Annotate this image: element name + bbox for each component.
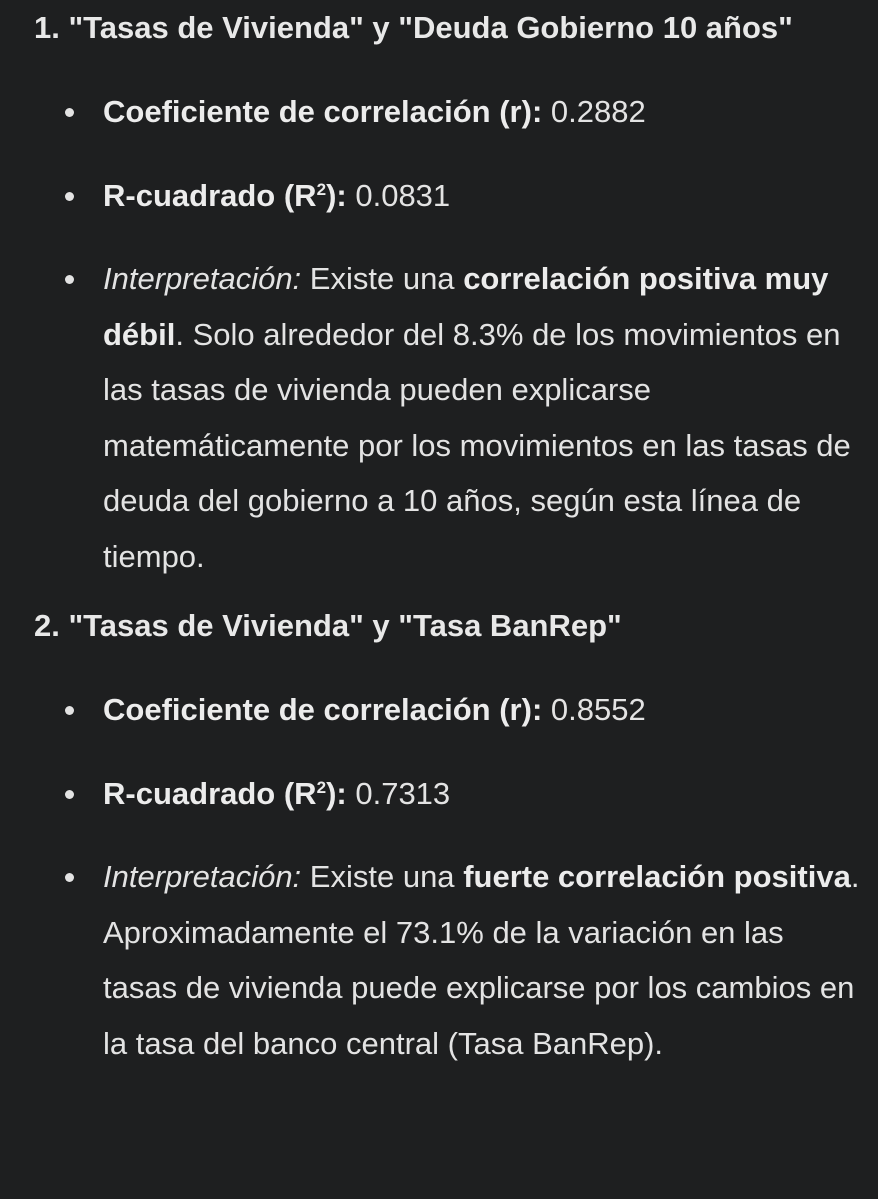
r-squared-label-sup: 2 [316, 179, 327, 199]
list-item-correlation [34, 682, 864, 738]
interpretation-label: Interpretación: [103, 859, 302, 894]
interpretation-emphasis: correlación positiva muy débil [103, 261, 829, 352]
section-heading: 1. "Tasas de Vivienda" y "Deuda Gobierno 10 años" [34, 10, 793, 45]
bullet-icon [65, 790, 74, 799]
interpretation-text: . Solo alrededor del 8.3% de los movimientos en las tasas de vivienda pueden explicarse matemáticamente por los movimientos en las tasas de deuda del gobierno a 10 años, según esta línea de tiempo. [103, 316, 851, 574]
bullet-icon [65, 275, 74, 284]
list-item-interpretation [34, 251, 864, 584]
document-content [34, 0, 864, 1071]
list-item-r-squared [34, 168, 864, 224]
interpretation-text: . Aproximadamente el 73.1% de la variación en las tasas de vivienda puede explicarse por los cambios en la tasa del banco central (Tasa BanRep). [103, 859, 860, 1061]
correlation-value: 0.2882 [550, 94, 646, 129]
bullet-list [34, 84, 864, 584]
interpretation-pre: Existe una [309, 859, 455, 894]
r-squared-label [103, 776, 347, 811]
interpretation-emphasis: fuerte correlación positiva [463, 859, 851, 894]
r-squared-label-pre: R-cuadrado (R [103, 775, 317, 811]
r-squared-label-pre: R-cuadrado (R [103, 177, 317, 213]
section-1 [34, 0, 864, 584]
list-item-interpretation [34, 849, 864, 1071]
r-squared-value: 0.7313 [355, 775, 451, 811]
bullet-icon [65, 706, 74, 715]
section-2 [34, 598, 864, 1071]
interpretation-pre: Existe una [309, 261, 455, 296]
r-squared-value: 0.0831 [355, 177, 451, 213]
bullet-icon [65, 873, 74, 882]
correlation-value: 0.8552 [550, 692, 646, 727]
r-squared-label-post: ): [326, 775, 347, 811]
r-squared-label-sup: 2 [316, 777, 327, 797]
bullet-icon [65, 108, 74, 117]
list-item-r-squared [34, 766, 864, 822]
section-heading: 2. "Tasas de Vivienda" y "Tasa BanRep" [34, 608, 622, 643]
r-squared-label-post: ): [326, 177, 347, 213]
bullet-list [34, 682, 864, 1071]
bullet-icon [65, 192, 74, 201]
correlation-label: Coeficiente de correlación (r): [103, 94, 543, 129]
list-item-correlation [34, 84, 864, 140]
interpretation-label: Interpretación: [103, 261, 302, 296]
correlation-label: Coeficiente de correlación (r): [103, 692, 543, 727]
r-squared-label [103, 178, 347, 213]
